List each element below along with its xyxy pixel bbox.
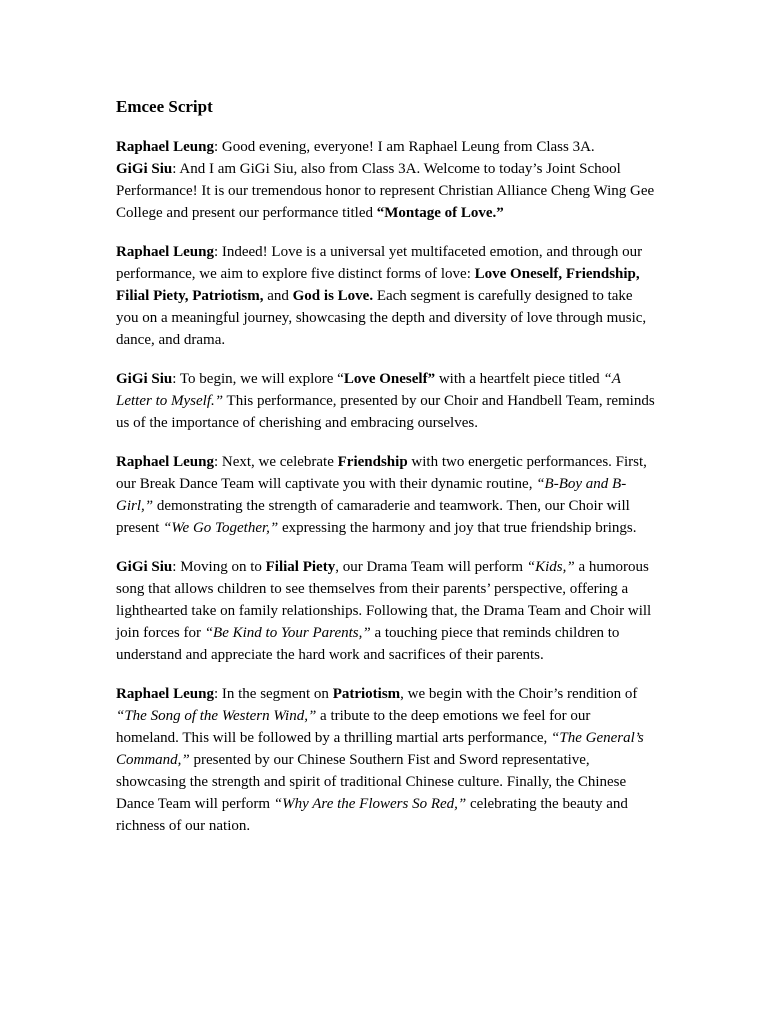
body-text: a humorous song that allows children to see themselves from their parents’ perspective, offering a lighthearted take on family relationships. Following that, the Drama Team and Choir will join forces for xyxy=(116,559,652,641)
body-text: a touching piece that reminds children to understand and appreciate the hard work and sacrifices of their parents. xyxy=(116,625,620,663)
script-paragraph xyxy=(116,241,656,351)
bold-text: Friendship xyxy=(337,454,408,470)
body-text: : In the segment on xyxy=(213,686,333,702)
speaker-line xyxy=(116,556,656,666)
body-text: and xyxy=(263,288,293,304)
speaker-name: GiGi Siu xyxy=(116,559,173,575)
body-text: Each segment is carefully designed to take you on a meaningful journey, showcasing the depth and diversity of love through music, dance, and drama. xyxy=(116,288,647,348)
speaker-name: GiGi Siu xyxy=(116,371,173,387)
script-body xyxy=(116,136,656,837)
bold-text: God is Love. xyxy=(292,288,374,304)
body-text: celebrating the beauty and richness of our nation. xyxy=(116,796,628,834)
script-paragraph xyxy=(116,556,656,666)
bold-text: “Montage of Love.” xyxy=(376,205,504,221)
body-text: with a heartfelt piece titled xyxy=(435,371,604,387)
body-text: : Moving on to xyxy=(172,559,266,575)
body-text: : To begin, we will explore “ xyxy=(172,371,344,387)
script-paragraph xyxy=(116,136,656,224)
body-text: : Indeed! Love is a universal yet multifaceted emotion, and through our performance, we aim to explore five distinct forms of love: xyxy=(116,244,643,282)
body-text: a tribute to the deep emotions we feel for our homeland. This will be followed by a thrilling martial arts performance, xyxy=(116,708,591,746)
italic-title: “Why Are the Flowers So Red,” xyxy=(273,796,467,812)
speaker-line xyxy=(116,136,656,158)
script-paragraph xyxy=(116,368,656,434)
speaker-line xyxy=(116,368,656,434)
speaker-line xyxy=(116,451,656,539)
body-text: demonstrating the strength of camaraderie and teamwork. Then, our Choir will present xyxy=(116,498,630,536)
body-text: expressing the harmony and joy that true friendship brings. xyxy=(278,520,637,536)
speaker-name: Raphael Leung xyxy=(116,686,214,702)
body-text: , we begin with the Choir’s rendition of xyxy=(400,686,638,702)
speaker-name: Raphael Leung xyxy=(116,139,214,155)
italic-title: “Kids,” xyxy=(526,559,575,575)
speaker-name: Raphael Leung xyxy=(116,244,214,260)
speaker-name: GiGi Siu xyxy=(116,161,173,177)
document-title: Emcee Script xyxy=(116,97,213,116)
speaker-line xyxy=(116,241,656,351)
italic-title: “A Letter to Myself.” xyxy=(116,371,621,409)
body-text: : Good evening, everyone! I am Raphael Leung from Class 3A. xyxy=(213,139,595,155)
body-text: : And I am GiGi Siu, also from Class 3A. Welcome to today’s Joint School Performance! It is our tremendous honor to represent Christian Alliance Cheng Wing Gee College and present our performance titled xyxy=(116,161,655,221)
script-paragraph xyxy=(116,451,656,539)
speaker-line xyxy=(116,158,656,224)
italic-title: “We Go Together,” xyxy=(163,520,279,536)
bold-text: Love Oneself, Friendship, Filial Piety, Patriotism, xyxy=(116,266,640,304)
bold-text: Filial Piety xyxy=(265,559,336,575)
body-text: , our Drama Team will perform xyxy=(335,559,527,575)
italic-title: “The General’s Command,” xyxy=(116,730,644,768)
italic-title: “The Song of the Western Wind,” xyxy=(116,708,317,724)
italic-title: “Be Kind to Your Parents,” xyxy=(204,625,371,641)
body-text: : Next, we celebrate xyxy=(213,454,338,470)
bold-text: Love Oneself” xyxy=(343,371,436,387)
body-text: with two energetic performances. First, our Break Dance Team will captivate you with their dynamic routine, xyxy=(116,454,647,492)
italic-title: “B-Boy and B-Girl,” xyxy=(116,476,627,514)
body-text: presented by our Chinese Southern Fist and Sword representative, showcasing the strength and spirit of traditional Chinese culture. Finally, the Chinese Dance Team will perform xyxy=(116,752,627,812)
bold-text: Patriotism xyxy=(332,686,401,702)
body-text: This performance, presented by our Choir and Handbell Team, reminds us of the importance of cherishing and embracing ourselves. xyxy=(116,393,655,431)
speaker-line xyxy=(116,683,656,837)
script-paragraph xyxy=(116,683,656,837)
speaker-name: Raphael Leung xyxy=(116,454,214,470)
document-page xyxy=(116,96,656,854)
